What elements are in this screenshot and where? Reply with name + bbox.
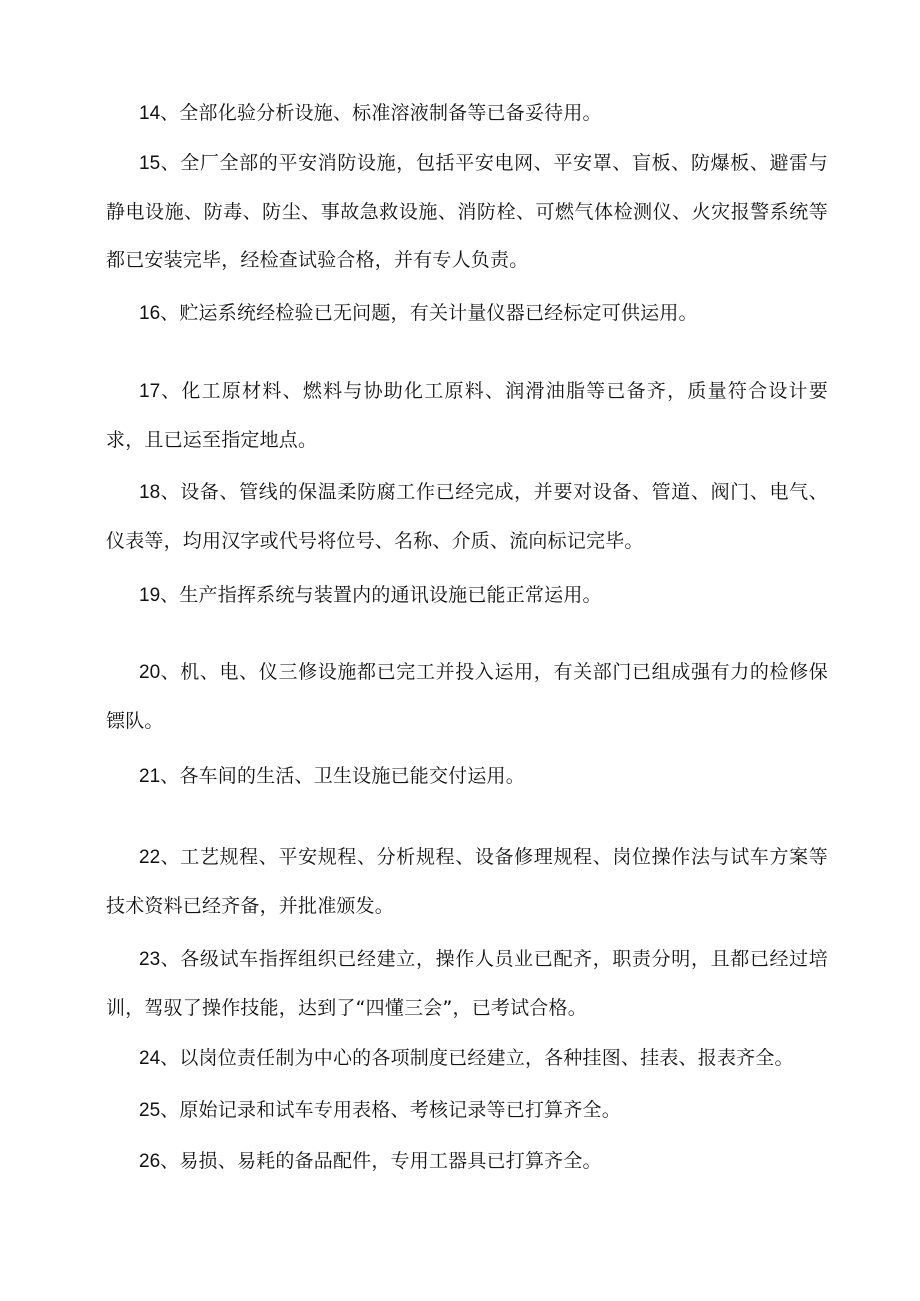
list-item	[106, 1137, 828, 1186]
item-number: 23	[139, 949, 161, 970]
item-separator: 、	[160, 380, 182, 402]
item-text: 各级试车指挥组织已经建立，操作人员业已配齐，职责分明，且都已经过培训，驾驭了操作技能，达到了“四懂三会”，已考试合格。	[106, 948, 828, 1019]
list-item	[106, 139, 828, 284]
list-item	[106, 367, 828, 464]
item-number: 14	[139, 103, 161, 124]
item-number: 19	[139, 585, 161, 606]
list-item	[106, 1034, 828, 1083]
item-text: 全厂全部的平安消防设施，包括平安电网、平安罩、盲板、防爆板、避雷与静电设施、防毒、防尘、事故急救设施、消防栓、可燃气体检测仪、火灾报警系统等都已安装完毕，经检查试验合格，并有专人负责。	[106, 152, 828, 271]
item-text: 易损、易耗的备品配件，专用工器具已打算齐全。	[179, 1150, 602, 1172]
item-separator: 、	[160, 481, 181, 503]
item-text: 工艺规程、平安规程、分析规程、设备修理规程、岗位操作法与试车方案等技术资料已经齐备，并批准颁发。	[106, 846, 828, 917]
item-text: 化工原材料、燃料与协助化工原料、润滑油脂等已备齐，质量符合设计要求，且已运至指定地点。	[106, 380, 828, 451]
item-number: 17	[139, 381, 161, 402]
item-number: 21	[139, 766, 161, 787]
list-item	[106, 571, 828, 620]
item-text: 贮运系统经检验已无问题，有关计量仪器已经标定可供运用。	[179, 302, 698, 324]
item-separator: 、	[160, 765, 180, 787]
item-separator: 、	[160, 948, 181, 970]
item-separator: 、	[160, 302, 180, 324]
list-item	[106, 1086, 828, 1135]
item-separator: 、	[160, 1099, 180, 1121]
list-item	[106, 468, 828, 565]
item-text: 以岗位责任制为中心的各项制度已经建立，各种挂图、挂表、报表齐全。	[179, 1047, 794, 1069]
item-number: 24	[139, 1048, 161, 1069]
item-text: 机、电、仪三修设施都已完工并投入运用，有关部门已组成强有力的检修保镖队。	[106, 661, 828, 732]
item-number: 25	[139, 1100, 161, 1121]
item-text: 设备、管线的保温柔防腐工作已经完成，并要对设备、管道、阀门、电气、仪表等，均用汉字或代号将位号、名称、介质、流向标记完毕。	[106, 481, 828, 552]
item-number: 16	[139, 303, 161, 324]
list-item	[106, 935, 828, 1032]
list-item	[106, 289, 828, 338]
item-number: 15	[139, 153, 161, 174]
item-separator: 、	[160, 584, 180, 606]
item-text: 各车间的生活、卫生设施已能交付运用。	[179, 765, 525, 787]
item-separator: 、	[160, 846, 181, 868]
item-separator: 、	[160, 661, 181, 683]
item-separator: 、	[160, 1150, 180, 1172]
item-separator: 、	[160, 1047, 180, 1069]
item-number: 26	[139, 1151, 161, 1172]
item-separator: 、	[160, 102, 180, 124]
list-item	[106, 89, 828, 138]
list-item	[106, 648, 828, 745]
item-separator: 、	[160, 152, 181, 174]
item-number: 22	[139, 847, 161, 868]
item-text: 生产指挥系统与装置内的通讯设施已能正常运用。	[179, 584, 602, 606]
item-number: 18	[139, 482, 161, 503]
list-item	[106, 752, 828, 801]
item-text: 原始记录和试车专用表格、考核记录等已打算齐全。	[179, 1099, 621, 1121]
item-text: 全部化验分析设施、标准溶液制备等已备妥待用。	[179, 102, 602, 124]
list-item	[106, 833, 828, 930]
item-number: 20	[139, 662, 161, 683]
